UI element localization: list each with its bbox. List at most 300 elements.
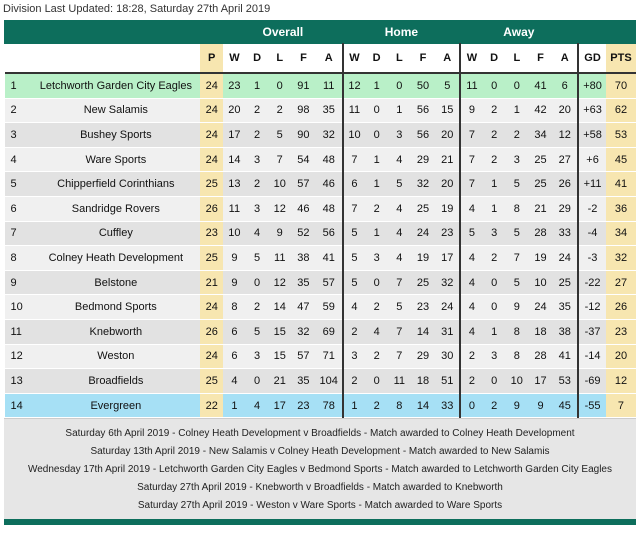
cell-ol: 11 <box>268 246 291 271</box>
cell-of: 91 <box>291 73 316 98</box>
cell-hd: 0 <box>365 369 388 394</box>
cell-gd: +80 <box>578 73 607 98</box>
cell-hf: 25 <box>411 270 436 295</box>
cell-al: 8 <box>505 344 528 369</box>
cell-of: 35 <box>291 369 316 394</box>
cell-hw: 5 <box>343 246 366 271</box>
cell-oa: 48 <box>316 196 343 221</box>
cell-af: 21 <box>528 196 553 221</box>
cell-pts: 34 <box>606 221 635 246</box>
cell-pts: 32 <box>606 246 635 271</box>
cell-al: 9 <box>505 393 528 418</box>
table-body <box>5 73 636 418</box>
cell-od: 2 <box>246 172 269 197</box>
cell-od: 3 <box>246 147 269 172</box>
table-row <box>5 221 636 246</box>
cell-hf: 56 <box>411 98 436 123</box>
cell-hl: 8 <box>388 393 411 418</box>
cell-hf: 14 <box>411 393 436 418</box>
cell-hf: 29 <box>411 344 436 369</box>
cell-af: 25 <box>528 172 553 197</box>
cell-hf: 50 <box>411 73 436 98</box>
cell-gd: -22 <box>578 270 607 295</box>
cell-af: 24 <box>528 295 553 320</box>
cell-pos: 11 <box>5 319 32 344</box>
cell-ha: 24 <box>435 295 460 320</box>
cell-oa: 11 <box>316 73 343 98</box>
col-home-d: D <box>365 44 388 74</box>
cell-ad: 0 <box>483 295 506 320</box>
team-name-link[interactable]: Chipperfield Corinthians <box>31 172 200 197</box>
cell-hd: 1 <box>365 172 388 197</box>
cell-ha: 30 <box>435 344 460 369</box>
team-name-link[interactable]: Ware Sports <box>31 147 200 172</box>
cell-od: 2 <box>246 98 269 123</box>
cell-hd: 2 <box>365 196 388 221</box>
cell-gd: +63 <box>578 98 607 123</box>
cell-al: 5 <box>505 270 528 295</box>
cell-hf: 18 <box>411 369 436 394</box>
col-p: P <box>200 44 223 74</box>
match-notes <box>4 418 636 519</box>
cell-ha: 17 <box>435 246 460 271</box>
cell-of: 38 <box>291 246 316 271</box>
cell-pts: 41 <box>606 172 635 197</box>
cell-p: 22 <box>200 393 223 418</box>
cell-aa: 45 <box>553 393 578 418</box>
cell-of: 54 <box>291 147 316 172</box>
cell-ow: 13 <box>223 172 246 197</box>
league-table-container <box>4 20 636 525</box>
cell-aw: 5 <box>460 221 483 246</box>
cell-al: 2 <box>505 123 528 148</box>
cell-hl: 5 <box>388 172 411 197</box>
team-name-link[interactable]: Sandridge Rovers <box>31 196 200 221</box>
cell-aw: 4 <box>460 295 483 320</box>
cell-hl: 5 <box>388 295 411 320</box>
cell-od: 0 <box>246 270 269 295</box>
cell-ad: 2 <box>483 393 506 418</box>
col-gd: GD <box>578 44 607 74</box>
cell-aw: 7 <box>460 123 483 148</box>
cell-oa: 35 <box>316 98 343 123</box>
cell-aa: 35 <box>553 295 578 320</box>
cell-od: 2 <box>246 123 269 148</box>
cell-hf: 19 <box>411 246 436 271</box>
team-name-link[interactable]: Broadfields <box>31 369 200 394</box>
cell-pos: 9 <box>5 270 32 295</box>
cell-pts: 45 <box>606 147 635 172</box>
cell-hl: 7 <box>388 270 411 295</box>
group-header-row <box>5 21 636 44</box>
cell-hf: 14 <box>411 319 436 344</box>
bottom-bar <box>4 519 636 525</box>
cell-pos: 8 <box>5 246 32 271</box>
cell-hw: 5 <box>343 270 366 295</box>
cell-hw: 3 <box>343 344 366 369</box>
cell-aw: 4 <box>460 246 483 271</box>
cell-gd: -14 <box>578 344 607 369</box>
group-overall: Overall <box>223 21 343 44</box>
cell-p: 26 <box>200 319 223 344</box>
cell-ol: 10 <box>268 172 291 197</box>
cell-p: 24 <box>200 295 223 320</box>
cell-od: 5 <box>246 319 269 344</box>
cell-aw: 2 <box>460 344 483 369</box>
cell-hw: 7 <box>343 147 366 172</box>
cell-hw: 4 <box>343 295 366 320</box>
cell-of: 35 <box>291 270 316 295</box>
team-name-link[interactable]: Letchworth Garden City Eagles <box>31 73 200 98</box>
cell-of: 52 <box>291 221 316 246</box>
cell-gd: -2 <box>578 196 607 221</box>
cell-ow: 9 <box>223 246 246 271</box>
cell-hw: 1 <box>343 393 366 418</box>
cell-hd: 3 <box>365 246 388 271</box>
cell-pts: 36 <box>606 196 635 221</box>
cell-pos: 12 <box>5 344 32 369</box>
cell-aw: 7 <box>460 172 483 197</box>
cell-ad: 0 <box>483 270 506 295</box>
cell-pts: 70 <box>606 73 635 98</box>
cell-oa: 48 <box>316 147 343 172</box>
cell-od: 4 <box>246 221 269 246</box>
col-pts: PTS <box>606 44 635 74</box>
cell-pos: 10 <box>5 295 32 320</box>
cell-ha: 19 <box>435 196 460 221</box>
cell-ol: 12 <box>268 270 291 295</box>
cell-al: 1 <box>505 98 528 123</box>
last-updated-text: Division Last Updated: 18:28, Saturday 27th April 2019 <box>3 3 271 15</box>
cell-oa: 59 <box>316 295 343 320</box>
team-name-link[interactable]: Belstone <box>31 270 200 295</box>
cell-af: 10 <box>528 270 553 295</box>
cell-od: 0 <box>246 369 269 394</box>
cell-af: 28 <box>528 221 553 246</box>
cell-aw: 9 <box>460 98 483 123</box>
team-name-link[interactable]: Colney Heath Development <box>31 246 200 271</box>
cell-ad: 1 <box>483 196 506 221</box>
cell-od: 1 <box>246 73 269 98</box>
cell-ha: 51 <box>435 369 460 394</box>
cell-ow: 14 <box>223 147 246 172</box>
cell-aa: 33 <box>553 221 578 246</box>
cell-aa: 38 <box>553 319 578 344</box>
cell-pts: 27 <box>606 270 635 295</box>
note-line: Saturday 27th April 2019 - Weston v Ware Sports - Match awarded to Ware Sports <box>137 500 503 512</box>
cell-pts: 7 <box>606 393 635 418</box>
cell-af: 9 <box>528 393 553 418</box>
cell-pos: 2 <box>5 98 32 123</box>
cell-al: 3 <box>505 147 528 172</box>
col-overall-d: D <box>246 44 269 74</box>
cell-oa: 32 <box>316 123 343 148</box>
cell-ad: 1 <box>483 172 506 197</box>
cell-od: 3 <box>246 344 269 369</box>
cell-ol: 15 <box>268 344 291 369</box>
team-name-link[interactable]: Cuffley <box>31 221 200 246</box>
cell-hl: 4 <box>388 147 411 172</box>
cell-pos: 13 <box>5 369 32 394</box>
col-away-w: W <box>460 44 483 74</box>
cell-ad: 2 <box>483 98 506 123</box>
table-row <box>5 98 636 123</box>
cell-al: 8 <box>505 196 528 221</box>
cell-aa: 12 <box>553 123 578 148</box>
cell-aa: 29 <box>553 196 578 221</box>
cell-ad: 1 <box>483 319 506 344</box>
cell-aw: 11 <box>460 73 483 98</box>
cell-of: 47 <box>291 295 316 320</box>
cell-hd: 2 <box>365 344 388 369</box>
note-line: Saturday 6th April 2019 - Colney Heath Development v Broadfields - Match awarded to Colney Heath Development <box>65 428 575 440</box>
cell-oa: 56 <box>316 221 343 246</box>
team-name-link[interactable]: Bedmond Sports <box>31 295 200 320</box>
cell-ol: 0 <box>268 73 291 98</box>
col-overall-a: A <box>316 44 343 74</box>
cell-al: 0 <box>505 73 528 98</box>
cell-p: 26 <box>200 196 223 221</box>
cell-ol: 7 <box>268 147 291 172</box>
cell-ow: 9 <box>223 270 246 295</box>
cell-hd: 0 <box>365 123 388 148</box>
cell-pts: 23 <box>606 319 635 344</box>
cell-of: 57 <box>291 172 316 197</box>
table-row <box>5 196 636 221</box>
cell-ow: 1 <box>223 393 246 418</box>
team-name-link[interactable]: Evergreen <box>31 393 200 418</box>
table-row <box>5 147 636 172</box>
group-home: Home <box>343 21 461 44</box>
cell-af: 28 <box>528 344 553 369</box>
cell-p: 24 <box>200 147 223 172</box>
cell-gd: +58 <box>578 123 607 148</box>
cell-hf: 32 <box>411 172 436 197</box>
cell-hl: 4 <box>388 246 411 271</box>
cell-hl: 7 <box>388 319 411 344</box>
table-row <box>5 369 636 394</box>
cell-ad: 0 <box>483 369 506 394</box>
cell-ow: 8 <box>223 295 246 320</box>
cell-oa: 104 <box>316 369 343 394</box>
col-away-d: D <box>483 44 506 74</box>
cell-gd: -12 <box>578 295 607 320</box>
cell-ow: 11 <box>223 196 246 221</box>
note-line: Saturday 27th April 2019 - Knebworth v Broadfields - Match awarded to Knebworth <box>137 482 503 494</box>
cell-ad: 2 <box>483 147 506 172</box>
cell-oa: 78 <box>316 393 343 418</box>
cell-oa: 69 <box>316 319 343 344</box>
cell-al: 5 <box>505 221 528 246</box>
cell-aw: 4 <box>460 196 483 221</box>
cell-od: 4 <box>246 393 269 418</box>
table-row <box>5 172 636 197</box>
cell-pts: 62 <box>606 98 635 123</box>
cell-pos: 14 <box>5 393 32 418</box>
column-header-row <box>5 44 636 74</box>
cell-gd: +6 <box>578 147 607 172</box>
cell-hd: 4 <box>365 319 388 344</box>
cell-hw: 11 <box>343 98 366 123</box>
team-name-link[interactable]: Knebworth <box>31 319 200 344</box>
league-table <box>4 20 636 418</box>
cell-al: 9 <box>505 295 528 320</box>
cell-hl: 3 <box>388 123 411 148</box>
cell-aw: 4 <box>460 319 483 344</box>
cell-ol: 17 <box>268 393 291 418</box>
cell-pos: 6 <box>5 196 32 221</box>
col-home-f: F <box>411 44 436 74</box>
cell-p: 25 <box>200 369 223 394</box>
cell-af: 41 <box>528 73 553 98</box>
cell-ol: 21 <box>268 369 291 394</box>
cell-hl: 11 <box>388 369 411 394</box>
cell-p: 24 <box>200 73 223 98</box>
cell-ad: 2 <box>483 123 506 148</box>
cell-ol: 12 <box>268 196 291 221</box>
cell-aa: 27 <box>553 147 578 172</box>
cell-of: 98 <box>291 98 316 123</box>
note-line: Wednesday 17th April 2019 - Letchworth Garden City Eagles v Bedmond Sports - Match awarded to Letchworth Garden City Eagles <box>27 464 612 476</box>
cell-hl: 1 <box>388 98 411 123</box>
cell-af: 42 <box>528 98 553 123</box>
cell-ha: 20 <box>435 172 460 197</box>
cell-oa: 57 <box>316 270 343 295</box>
cell-hd: 1 <box>365 73 388 98</box>
cell-hd: 1 <box>365 147 388 172</box>
cell-al: 7 <box>505 246 528 271</box>
table-row <box>5 73 636 98</box>
cell-pos: 5 <box>5 172 32 197</box>
cell-gd: -4 <box>578 221 607 246</box>
cell-ad: 2 <box>483 246 506 271</box>
table-row <box>5 393 636 418</box>
table-row <box>5 295 636 320</box>
cell-ha: 23 <box>435 221 460 246</box>
cell-oa: 46 <box>316 172 343 197</box>
cell-aa: 26 <box>553 172 578 197</box>
team-name-link[interactable]: Bushey Sports <box>31 123 200 148</box>
cell-hf: 24 <box>411 221 436 246</box>
cell-hf: 23 <box>411 295 436 320</box>
cell-hf: 25 <box>411 196 436 221</box>
cell-pts: 12 <box>606 369 635 394</box>
cell-pts: 53 <box>606 123 635 148</box>
cell-aw: 4 <box>460 270 483 295</box>
cell-p: 23 <box>200 221 223 246</box>
cell-aa: 41 <box>553 344 578 369</box>
cell-gd: -3 <box>578 246 607 271</box>
cell-ha: 5 <box>435 73 460 98</box>
cell-aw: 0 <box>460 393 483 418</box>
col-home-w: W <box>343 44 366 74</box>
cell-hw: 7 <box>343 196 366 221</box>
cell-p: 21 <box>200 270 223 295</box>
cell-al: 10 <box>505 369 528 394</box>
cell-ow: 10 <box>223 221 246 246</box>
cell-ol: 15 <box>268 319 291 344</box>
cell-hl: 4 <box>388 221 411 246</box>
cell-gd: -55 <box>578 393 607 418</box>
cell-of: 90 <box>291 123 316 148</box>
cell-hw: 2 <box>343 369 366 394</box>
cell-ha: 15 <box>435 98 460 123</box>
cell-af: 17 <box>528 369 553 394</box>
cell-al: 8 <box>505 319 528 344</box>
cell-al: 5 <box>505 172 528 197</box>
cell-ow: 23 <box>223 73 246 98</box>
cell-hf: 29 <box>411 147 436 172</box>
cell-pos: 4 <box>5 147 32 172</box>
cell-aw: 7 <box>460 147 483 172</box>
group-away: Away <box>460 21 577 44</box>
cell-p: 24 <box>200 98 223 123</box>
col-away-l: L <box>505 44 528 74</box>
cell-af: 18 <box>528 319 553 344</box>
col-overall-l: L <box>268 44 291 74</box>
cell-hl: 4 <box>388 196 411 221</box>
cell-aa: 25 <box>553 270 578 295</box>
cell-ha: 21 <box>435 147 460 172</box>
cell-ha: 20 <box>435 123 460 148</box>
col-home-a: A <box>435 44 460 74</box>
cell-hw: 12 <box>343 73 366 98</box>
cell-p: 25 <box>200 246 223 271</box>
cell-aa: 24 <box>553 246 578 271</box>
cell-hw: 6 <box>343 172 366 197</box>
cell-ow: 6 <box>223 344 246 369</box>
team-name-link[interactable]: New Salamis <box>31 98 200 123</box>
cell-od: 2 <box>246 295 269 320</box>
cell-p: 24 <box>200 123 223 148</box>
cell-ol: 2 <box>268 98 291 123</box>
cell-hw: 5 <box>343 221 366 246</box>
cell-hd: 2 <box>365 295 388 320</box>
cell-od: 5 <box>246 246 269 271</box>
cell-af: 34 <box>528 123 553 148</box>
note-line: Saturday 13th April 2019 - New Salamis v Colney Heath Development - Match awarded to New Salamis <box>90 446 550 458</box>
col-overall-f: F <box>291 44 316 74</box>
cell-pos: 1 <box>5 73 32 98</box>
cell-ad: 3 <box>483 344 506 369</box>
cell-ha: 31 <box>435 319 460 344</box>
cell-hf: 56 <box>411 123 436 148</box>
table-row <box>5 123 636 148</box>
cell-pos: 7 <box>5 221 32 246</box>
cell-oa: 41 <box>316 246 343 271</box>
cell-hd: 1 <box>365 221 388 246</box>
cell-ow: 20 <box>223 98 246 123</box>
cell-af: 25 <box>528 147 553 172</box>
table-row <box>5 246 636 271</box>
cell-hw: 2 <box>343 319 366 344</box>
cell-aw: 2 <box>460 369 483 394</box>
cell-ol: 9 <box>268 221 291 246</box>
cell-hl: 0 <box>388 73 411 98</box>
cell-pts: 26 <box>606 295 635 320</box>
cell-pos: 3 <box>5 123 32 148</box>
cell-ow: 17 <box>223 123 246 148</box>
cell-of: 46 <box>291 196 316 221</box>
cell-hw: 10 <box>343 123 366 148</box>
cell-gd: -37 <box>578 319 607 344</box>
team-name-link[interactable]: Weston <box>31 344 200 369</box>
cell-hd: 0 <box>365 98 388 123</box>
cell-of: 32 <box>291 319 316 344</box>
cell-hd: 0 <box>365 270 388 295</box>
cell-hl: 7 <box>388 344 411 369</box>
cell-of: 57 <box>291 344 316 369</box>
